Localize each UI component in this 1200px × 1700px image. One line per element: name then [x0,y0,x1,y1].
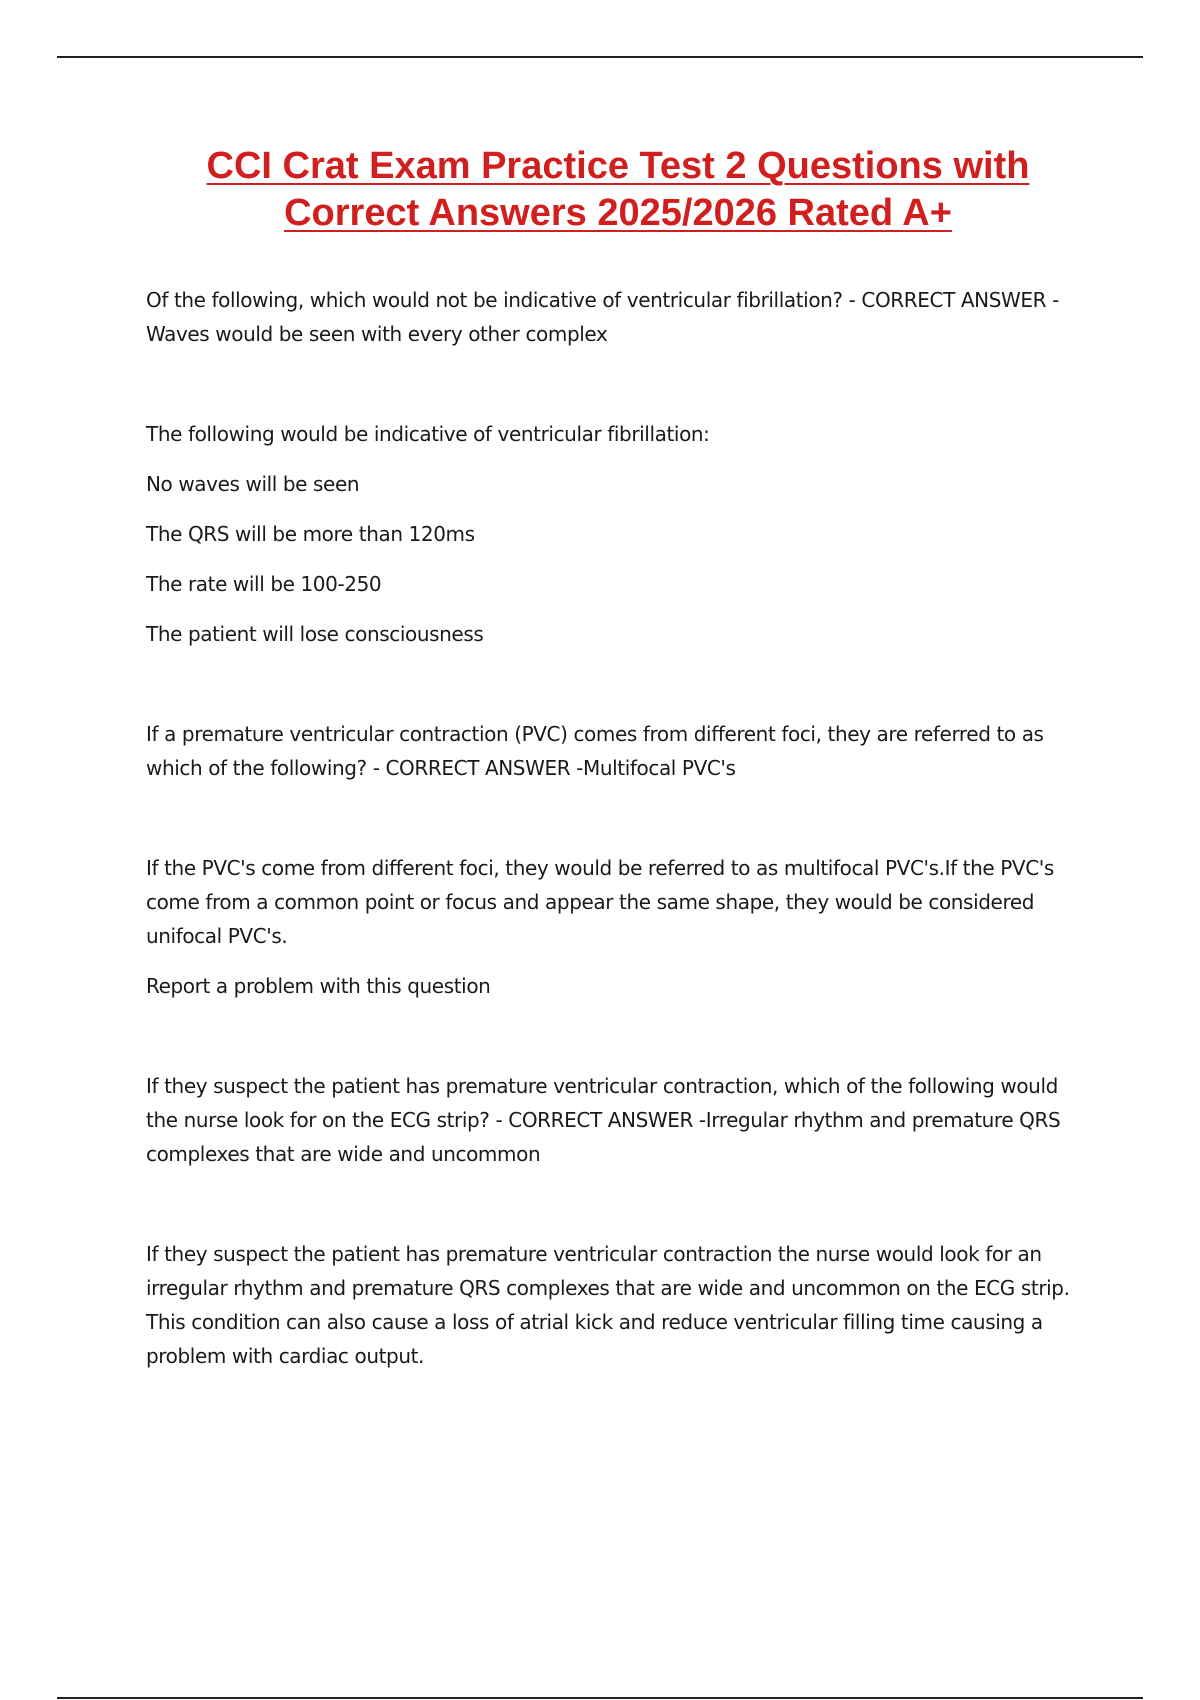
explanation-item: No waves will be seen [146,472,360,496]
question-2: If a premature ventricular contraction (PVC) comes from different foci, they are referred to as which of the following? - CORRECT ANSWER -Multifocal PVC's [146,722,1044,780]
document-body [146,283,1086,1373]
explanation-2: If the PVC's come from different foci, they would be referred to as multifocal PVC's.If the PVC's come from a common point or focus and appear the same shape, they would be considered unifocal PVC's. [146,856,1054,948]
document-title [100,143,1136,237]
explanation-item: The QRS will be more than 120ms [146,522,475,546]
explanation-item: The rate will be 100-250 [146,572,382,596]
title-line-2: Correct Answers 2025/2026 Rated A+ [284,192,952,234]
report-problem-link[interactable]: Report a problem with this question [146,974,491,998]
explanation-item: The patient will lose consciousness [146,622,484,646]
title-line-1: CCI Crat Exam Practice Test 2 Questions with [206,145,1030,187]
explanation-3: If they suspect the patient has premature ventricular contraction the nurse would look for an irregular rhythm and premature QRS complexes that are wide and uncommon on the ECG strip. This condition can also cause a loss of atrial kick and reduce ventricular filling time causing a problem with cardiac output. [146,1242,1070,1368]
bottom-divider [57,1697,1143,1699]
question-1: Of the following, which would not be indicative of ventricular fibrillation? - CORRECT ANSWER - Waves would be seen with every other complex [146,288,1059,346]
explanation-intro: The following would be indicative of ventricular fibrillation: [146,422,710,446]
top-divider [57,56,1143,58]
question-3: If they suspect the patient has premature ventricular contraction, which of the following would the nurse look for on the ECG strip? - CORRECT ANSWER -Irregular rhythm and premature QRS complexes that are wide and uncommon [146,1074,1061,1166]
